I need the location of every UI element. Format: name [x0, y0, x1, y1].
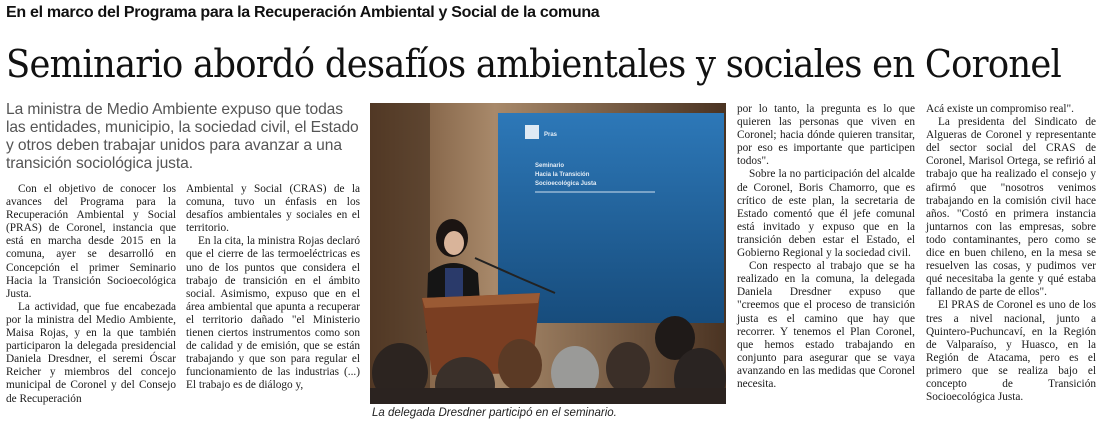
article-column-4: [926, 103, 1096, 404]
slide-line-2: Hacia la Transición: [535, 172, 590, 178]
paragraph: Acá existe un compromiso real".: [926, 103, 1074, 115]
seminar-photo-illustration: [370, 103, 726, 404]
paragraph: Sobre la no participación del alcalde de Coronel, Boris Chamorro, que es crítico de este plan, la secretaria de Estado comentó que él jefe comunal está invitado y expuso que en la transición deben estar el Estado, el Gobierno Regional y la sociedad civil.: [737, 168, 915, 260]
article-headline: Seminario abordó desafíos ambientales y sociales en Coronel: [6, 42, 1062, 86]
slide-logo-text: Pras: [544, 132, 558, 138]
paragraph: En la cita, la ministra Rojas declaró que el cierre de las termoeléctricas es uno de los puntos que considera el trabajo de transición en el ámbito social. Asimismo, expuso que en el área ambiental que apunta a recuperar el territorio dañado "el Ministerio tienen ciertos instrumentos como son de calidad y de emisión, que se están trabajando y que son para regular el funcionamiento de las industrias (...) El trabajo es de diálogo y,: [186, 235, 360, 392]
paragraph: El PRAS de Coronel es uno de los tres a nivel nacional, junto a Quintero-Puchuncaví, en la Región de Valparaíso, y Huasco, en la Región de Atacama, pero es el primero que se realiza bajo el concepto de Transición Socioecológica Justa.: [926, 299, 1096, 404]
article-kicker: En el marco del Programa para la Recuperación Ambiental y Social de la comuna: [6, 4, 600, 21]
article-photo: [370, 103, 726, 404]
slide-line-1: Seminario: [535, 163, 565, 169]
article-column-1: [6, 183, 176, 406]
article-column-3: [737, 103, 915, 391]
article-column-2: [186, 183, 360, 393]
paragraph: por lo tanto, la pregunta es lo que quieren las personas que viven en Coronel; hacia dónde quieren transitar, por eso es importante que participen todos".: [737, 103, 915, 168]
paragraph: La presidenta del Sindicato de Algueras de Coronel y representante del sector social del CRAS de Coronel, Marisol Ortega, se refirió al trabajo que ha realizado el consejo y afirmó que "nosotros venimos trabajando en la comisión civil hace años. "Costó en primera instancia juntarnos con las empresas, sobre todo contaminantes, pero como se dice en buen chileno, en la mesa se resuelven las cosas, y pudimos ver qué necesitaba la gente y qué estaba fallando de parte de ellos".: [926, 116, 1096, 299]
paragraph: Con respecto al trabajo que se ha realizado en la comuna, la delegada Daniela Dresdner expuso que "creemos que el proceso de transición justa es el camino que hay que recorrer. Y tenemos el Plan Coronel, que hemos estado trabajando en conjunto para asegurar que se vaya avanzando en las medidas que Coronel necesita.: [737, 260, 915, 390]
projection-screen: [498, 113, 724, 323]
slide-line-3: Socioecológica Justa: [535, 181, 597, 187]
paragraph: Con el objetivo de conocer los avances del Programa para la Recuperación Ambiental y Social (PRAS) de Coronel, instancia que está en marcha desde 2015 en la comuna, ayer se desarrolló en Concepción el primer Seminario Hacia la Transición Socioecológica Justa.: [6, 183, 176, 300]
article-lede: La ministra de Medio Ambiente expuso que todas las entidades, municipio, la sociedad civil, el Estado y otros deben trabajar unidos para avanzar a una transición sociológica justa.: [6, 101, 359, 172]
paragraph: La actividad, que fue encabezada por la ministra del Medio Ambiente, Maisa Rojas, y en la que también participaron la delegada presidencial Daniela Dresdner, el seremi Óscar Reicher y miembros del concejo municipal de Coronel y del Consejo de Recuperación: [6, 300, 176, 405]
photo-caption: La delegada Dresdner participó en el seminario.: [372, 407, 617, 419]
paragraph: Ambiental y Social (CRAS) de la comuna, tuvo un énfasis en los desafíos ambientales y sociales en el territorio.: [186, 183, 360, 235]
